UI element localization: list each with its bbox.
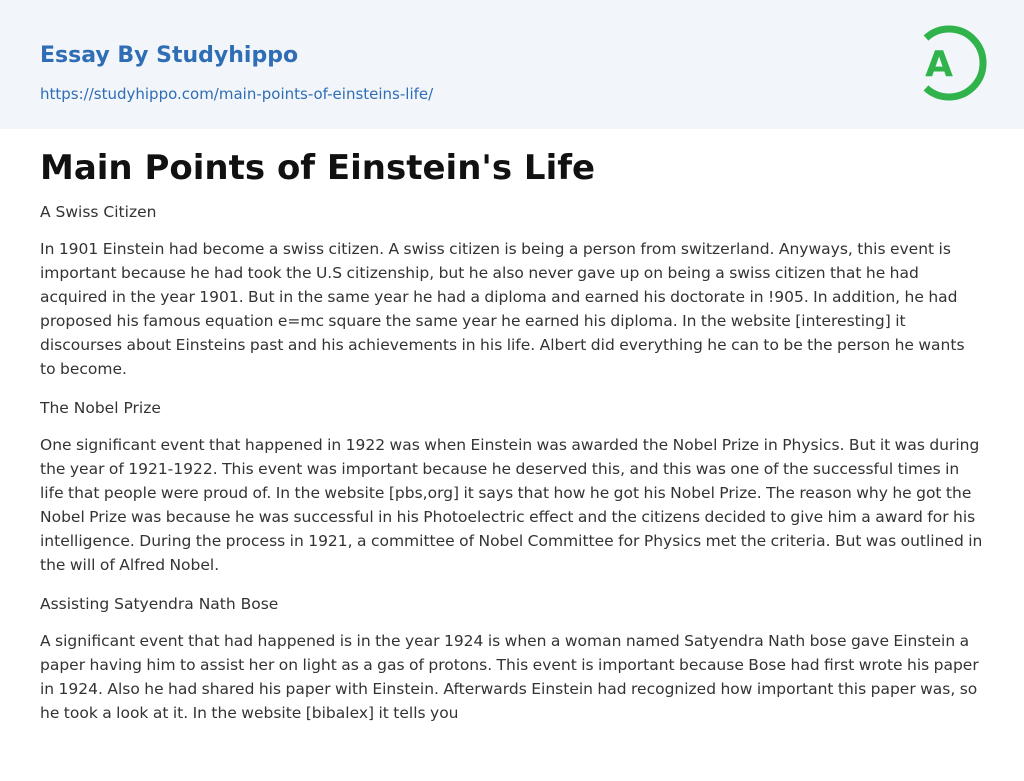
section-body-nobel-prize: One significant event that happened in 1922 was when Einstein was awarded the Nobel Prize in Physics. But it was during the year of 1921-1922. This event was important because he deserved this, and this was one of the successful times in life that people were proud of. In the website [pbs,org] it says that how he got his Nobel Prize. The reason why he got the Nobel Prize was because he was successful in his Photoelectric effect and the citizens decided to give him a award for his intelligence. During the process in 1921, a committee of Nobel Committee for Physics met the criteria. But was outlined in the will of Alfred Nobel.	[40, 436, 983, 574]
studyhippo-logo-icon[interactable]	[912, 20, 988, 106]
section-body-satyendra-bose: A significant event that had happened is in the year 1924 is when a woman named Satyendra Nath bose gave Einstein a paper having him to assist her on light as a gas of protons. This event is important because Bose had first wrote his paper in 1924. Also he had shared his paper with Einstein. Afterwards Einstein had recognized how important this paper was, so he took a look at it. In the website [bibalex] it tells you	[40, 632, 979, 722]
section-heading-swiss-citizen: A Swiss Citizen	[40, 203, 157, 221]
logo-letter: A	[925, 44, 953, 85]
site-header	[0, 0, 1024, 129]
site-brand[interactable]: Essay By Studyhippo	[40, 43, 299, 68]
section-heading-satyendra-bose: Assisting Satyendra Nath Bose	[40, 595, 279, 613]
section-body-swiss-citizen: In 1901 Einstein had become a swiss citizen. A swiss citizen is being a person from switzerland. Anyways, this event is important because he had took the U.S citizenship, but he also never gave up on being a swiss citizen that he had acquired in the year 1901. But in the same year he had a diploma and earned his doctorate in !905. In addition, he had proposed his famous equation e=mc square the same year he earned his diploma. In the website [interesting] it discourses about Einsteins past and his achievements in his life. Albert did everything he can to be the person he wants to become.	[40, 240, 965, 378]
article	[40, 144, 984, 725]
article-title: Main Points of Einstein's Life	[40, 148, 596, 188]
page-url-link[interactable]: https://studyhippo.com/main-points-of-einsteins-life/	[40, 85, 434, 103]
section-heading-nobel-prize: The Nobel Prize	[40, 399, 161, 417]
